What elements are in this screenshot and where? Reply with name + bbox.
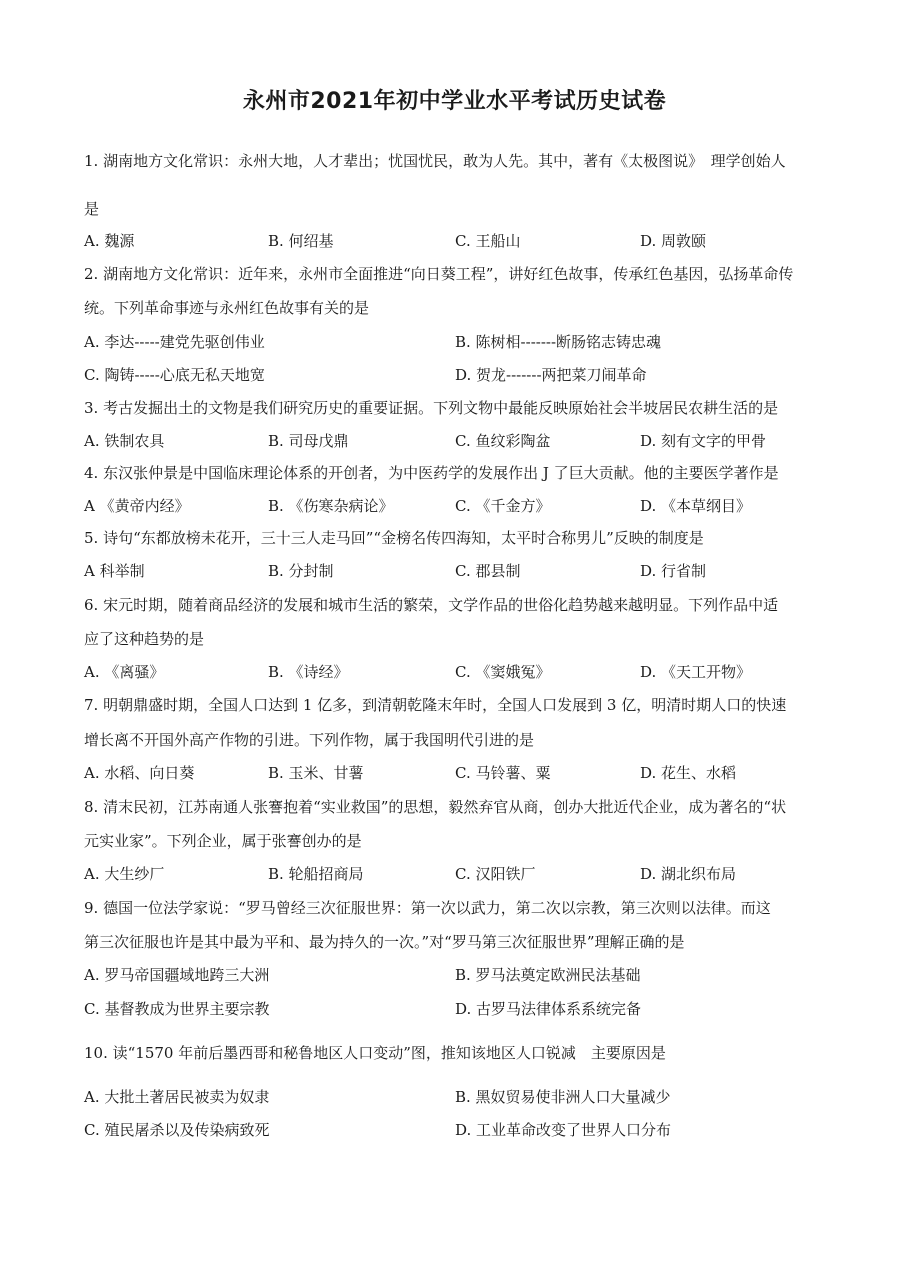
question-8-line-1: 8. 清末民初，江苏南通人张謇抱着“实业救国”的思想，毅然弃官从商，创办大批近代企业，成为著名的“状 [84,798,787,816]
question-9-line-1: 9. 德国一位法学家说：“罗马曾经三次征服世界：第一次以武力，第二次以宗教，第三次则以法律。而这 [84,899,771,917]
question-10-option-a: A. 大批土著居民被卖为奴隶 [84,1088,270,1106]
question-10-option-c: C. 殖民屠杀以及传染病致死 [84,1121,270,1139]
question-3-option-d: D. 刻有文字的甲骨 [640,432,767,450]
question-1-option-b: B. 何绍基 [268,232,334,250]
question-8-option-c: C. 汉阳铁厂 [455,865,536,883]
question-3-option-b: B. 司母戊鼎 [268,432,349,450]
question-8-option-d: D. 湖北织布局 [640,865,737,883]
question-8-option-a: A. 大生纱厂 [84,865,165,883]
question-1-option-d: D. 周敦颐 [640,232,707,250]
question-5-option-c: C. 郡县制 [455,562,521,580]
question-5-option-a: A 科举制 [84,562,145,580]
question-4-option-d: D. 《本草纲目》 [640,497,752,515]
question-6-option-b: B. 《诗经》 [268,663,349,681]
question-3-option-c: C. 鱼纹彩陶盆 [455,432,551,450]
question-7-option-d: D. 花生、水稻 [640,764,737,782]
question-2-line-1: 2. 湖南地方文化常识：近年来，永州市全面推进“向日葵工程”，讲好红色故事，传承红色基因，弘扬革命传 [84,265,794,283]
question-1-option-c: C. 王船山 [455,232,521,250]
question-1-line-1: 1. 湖南地方文化常识：永州大地，人才辈出；忧国忧民，敢为人先。其中，著有《太极图说》 理学创始人 [84,152,786,170]
question-1-line-2: 是 [84,200,100,218]
question-4-option-c: C. 《千金方》 [455,497,551,515]
question-2-option-a: A. 李达-----建党先驱创伟业 [84,333,265,351]
question-4-option-b: B. 《伤寒杂病论》 [268,497,394,515]
question-10-line-1: 10. 读“1570 年前后墨西哥和秘鲁地区人口变动”图，推知该地区人口锐减 主要原因是 [84,1044,666,1062]
question-2-line-2: 统。下列革命事迹与永州红色故事有关的是 [84,299,370,317]
question-7-line-2: 增长离不开国外高产作物的引进。下列作物，属于我国明代引进的是 [84,731,535,749]
question-6-option-c: C. 《窦娥冤》 [455,663,551,681]
question-5-option-d: D. 行省制 [640,562,707,580]
question-6-option-a: A. 《离骚》 [84,663,165,681]
question-9-option-b: B. 罗马法奠定欧洲民法基础 [455,966,641,984]
question-9-line-2: 第三次征服也许是其中最为平和、最为持久的一次。”对“罗马第三次征服世界”理解正确的是 [84,933,685,951]
question-9-option-d: D. 古罗马法律体系系统完备 [455,1000,642,1018]
question-4-option-a: A 《黄帝内经》 [84,497,190,515]
question-7-line-1: 7. 明朝鼎盛时期，全国人口达到 1 亿多，到清朝乾隆末年时，全国人口发展到 3 亿，明清时期人口的快速 [84,696,787,714]
page-title: 永州市2021年初中学业水平考试历史试卷 [242,89,667,114]
question-7-option-a: A. 水稻、向日葵 [84,764,195,782]
question-3-option-a: A. 铁制农具 [84,432,165,450]
question-8-option-b: B. 轮船招商局 [268,865,364,883]
question-6-line-2: 应了这种趋势的是 [84,630,205,648]
question-9-option-a: A. 罗马帝国疆域地跨三大洲 [84,966,270,984]
question-5-option-b: B. 分封制 [268,562,334,580]
question-10-option-b: B. 黑奴贸易使非洲人口大量减少 [455,1088,671,1106]
question-2-option-d: D. 贺龙-------两把菜刀闹革命 [455,366,647,384]
question-9-option-c: C. 基督教成为世界主要宗教 [84,1000,270,1018]
question-7-option-c: C. 马铃薯、粟 [455,764,551,782]
question-3-line-1: 3. 考古发掘出土的文物是我们研究历史的重要证据。下列文物中最能反映原始社会半坡居民农耕生活的是 [84,399,779,417]
question-10-option-d: D. 工业革命改变了世界人口分布 [455,1121,672,1139]
question-2-option-c: C. 陶铸-----心底无私天地宽 [84,366,265,384]
question-7-option-b: B. 玉米、甘薯 [268,764,364,782]
question-6-option-d: D. 《天工开物》 [640,663,752,681]
question-4-line-1: 4. 东汉张仲景是中国临床理论体系的开创者，为中医药学的发展作出 J 了巨大贡献。他的主要医学著作是 [84,464,779,482]
question-8-line-2: 元实业家”。下列企业，属于张謇创办的是 [84,832,362,850]
question-5-line-1: 5. 诗句“东都放榜未花开，三十三人走马回”“金榜名传四海知，太平时合称男儿”反映的制度是 [84,529,704,547]
question-1-option-a: A. 魏源 [84,232,135,250]
question-6-line-1: 6. 宋元时期，随着商品经济的发展和城市生活的繁荣，文学作品的世俗化趋势越来越明显。下列作品中适 [84,596,779,614]
question-2-option-b: B. 陈树相-------断肠铭志铸忠魂 [455,333,662,351]
